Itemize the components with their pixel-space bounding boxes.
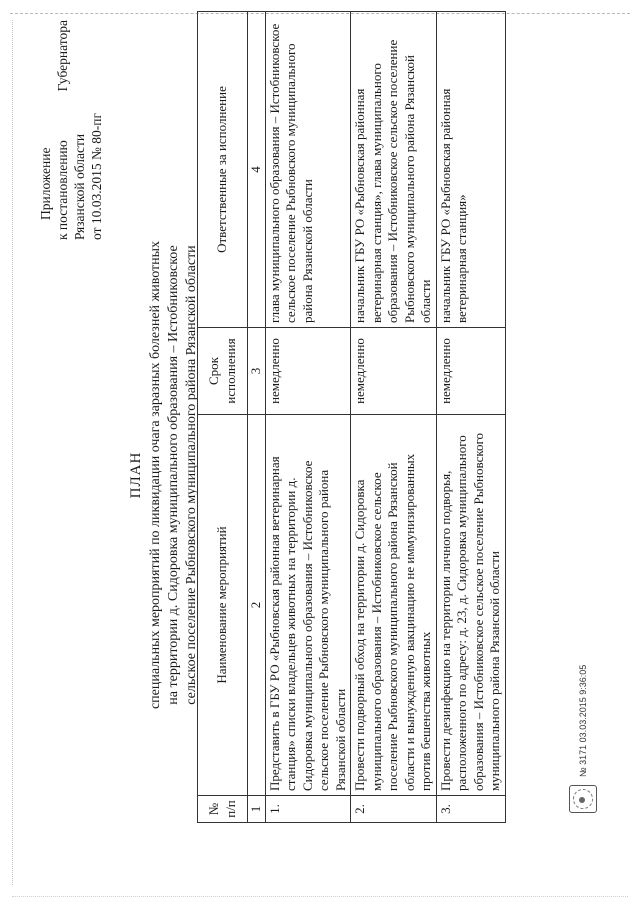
measures-table (197, 11, 506, 823)
title-line-2: на территории д. Сидоровка муниципального образования – Истобниковское (166, 245, 181, 705)
appendix-decree-line (54, 20, 71, 240)
row-deadline: немедленно (351, 328, 437, 415)
row-responsible: начальник ГБУ РО «Рыбновская районная ветеринарная станция» (436, 12, 505, 328)
row-responsible: начальник ГБУ РО «Рыбновская районная ветеринарная станция», глава муниципального образования – Истобниковское сельское поселение Рыбновского муниципального района Рязанской области (351, 12, 437, 328)
appendix-date: от 10.03.2015 № 80-пг (89, 113, 104, 240)
table-header-row (198, 12, 248, 823)
column-number: 3 (248, 328, 266, 415)
row-action: Провести подворный обход на территории д. Сидоровка муниципального образования – Истобниковское сельское поселение Рыбновского муниципального района Рязанской области и вынужденную вакцинацию не иммунизированных против бешенства животных (351, 415, 437, 796)
title-line-3: сельское поселение Рыбновского муниципального района Рязанской области (184, 245, 199, 705)
row-responsible: глава муниципального образования – Истобниковское сельское поселение Рыбновского муниципального района Рязанской области (265, 12, 351, 328)
table-row (436, 12, 505, 823)
column-number: 4 (248, 12, 266, 328)
appendix-decree-left: к постановлению (55, 140, 70, 240)
appendix-region: Рязанской области (72, 133, 87, 240)
column-number-row (248, 12, 266, 823)
document-title (127, 155, 201, 795)
row-number: 1. (265, 796, 351, 823)
appendix-title: Приложение (38, 147, 53, 220)
row-number: 2. (351, 796, 437, 823)
table-row (351, 12, 437, 823)
row-number: 3. (436, 796, 505, 823)
column-number: 2 (248, 415, 266, 796)
row-deadline: немедленно (436, 328, 505, 415)
header-number: № п/п (198, 796, 248, 823)
header-responsible: Ответственные за исполнение (198, 12, 248, 328)
row-action: Представить в ГБУ РО «Рыбновская районная ветеринарная станция» списки владельцев животных на территории д. Сидоровка муниципального образования – Истобниковское сельское поселение Рыбновского муниципального района Рязанской области (265, 415, 351, 796)
header-action: Наименование мероприятий (198, 415, 248, 796)
appendix-block (37, 20, 105, 240)
seal-icon (569, 785, 597, 813)
plan-heading: ПЛАН (128, 451, 144, 499)
table-row (265, 12, 351, 823)
column-number: 1 (248, 796, 266, 823)
stamp-text: № 3171 03.03.2015 9:36:05 (578, 664, 588, 777)
appendix-decree-right: Губернатора (55, 20, 70, 92)
row-action: Провести дезинфекцию на территории личного подворья, расположенного по адресу: д. 23, д. Сидоровка муниципального образования – Истобниковское сельское поселение Рыбновского муниципального района Рязанской области (436, 415, 505, 796)
registration-stamp (569, 665, 597, 813)
header-deadline: Срок исполнения (198, 328, 248, 415)
title-line-1: специальных мероприятий по ликвидации очага заразных болезней животных (148, 240, 163, 710)
row-deadline: немедленно (265, 328, 351, 415)
